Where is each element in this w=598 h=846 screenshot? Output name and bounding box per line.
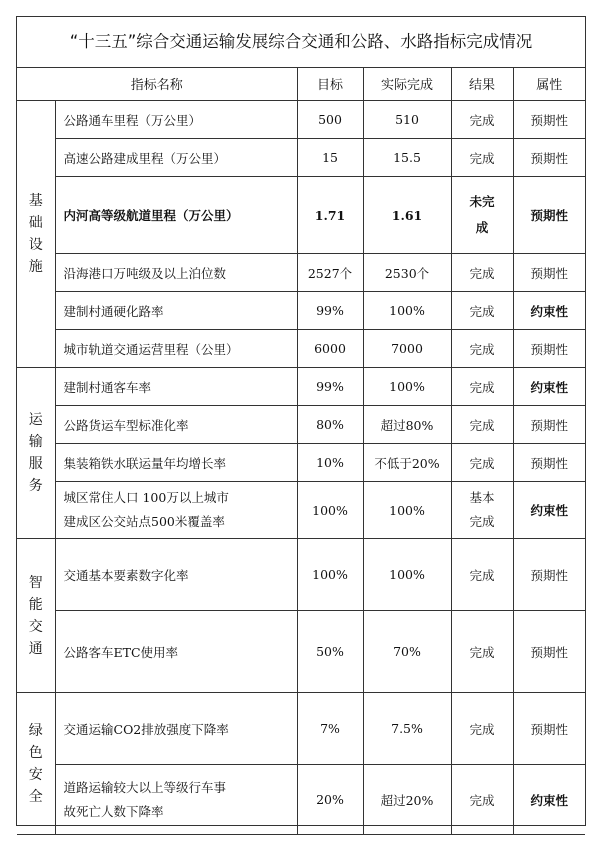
actual-value: 510 — [363, 101, 451, 139]
result-value: 完成 — [451, 139, 513, 177]
result-value: 基本 完成 — [451, 482, 513, 539]
table-row — [17, 444, 585, 482]
table-row — [17, 139, 585, 177]
indicator-name: 高速公路建成里程（万公里） — [55, 139, 297, 177]
target-value: 2527个 — [297, 254, 363, 292]
table-row — [17, 539, 585, 611]
result-value: 完成 — [451, 765, 513, 835]
indicator-name: 内河高等级航道里程（万公里） — [55, 177, 297, 254]
result-value: 完成 — [451, 539, 513, 611]
result-value: 完成 — [451, 254, 513, 292]
target-value: 100% — [297, 539, 363, 611]
attribute-value: 预期性 — [513, 139, 585, 177]
actual-value: 100% — [363, 292, 451, 330]
header-target: 目标 — [297, 67, 363, 101]
table-row — [17, 765, 585, 835]
indicator-name: 公路货运车型标准化率 — [55, 406, 297, 444]
table-row — [17, 368, 585, 406]
indicator-name: 公路通车里程（万公里） — [55, 101, 297, 139]
actual-value: 2530个 — [363, 254, 451, 292]
target-value: 99% — [297, 368, 363, 406]
attribute-value: 约束性 — [513, 368, 585, 406]
result-value: 完成 — [451, 444, 513, 482]
header-row — [17, 67, 585, 101]
actual-value: 100% — [363, 539, 451, 611]
header-actual: 实际完成 — [363, 67, 451, 101]
indicator-name: 集装箱铁水联运量年均增长率 — [55, 444, 297, 482]
table-row — [17, 330, 585, 368]
attribute-value: 预期性 — [513, 406, 585, 444]
attribute-value: 预期性 — [513, 101, 585, 139]
indicator-name: 交通运输CO2排放强度下降率 — [55, 693, 297, 765]
indicator-name: 城区常住人口 100万以上城市 建成区公交站点500米覆盖率 — [55, 482, 297, 539]
actual-value: 15.5 — [363, 139, 451, 177]
target-value: 99% — [297, 292, 363, 330]
table-row — [17, 611, 585, 693]
indicator-name: 公路客车ETC使用率 — [55, 611, 297, 693]
header-result: 结果 — [451, 67, 513, 101]
indicator-name: 交通基本要素数字化率 — [55, 539, 297, 611]
result-value: 未完 成 — [451, 177, 513, 254]
actual-value: 超过80% — [363, 406, 451, 444]
attribute-value: 约束性 — [513, 292, 585, 330]
actual-value: 7.5% — [363, 693, 451, 765]
indicator-name: 道路运输较大以上等级行车事 故死亡人数下降率 — [55, 765, 297, 835]
indicator-table-frame — [16, 16, 586, 826]
result-value: 完成 — [451, 406, 513, 444]
target-value: 20% — [297, 765, 363, 835]
header-name: 指标名称 — [17, 67, 297, 101]
attribute-value: 约束性 — [513, 765, 585, 835]
indicator-name: 沿海港口万吨级及以上泊位数 — [55, 254, 297, 292]
result-value: 完成 — [451, 292, 513, 330]
target-value: 80% — [297, 406, 363, 444]
table-row — [17, 177, 585, 254]
table-row — [17, 292, 585, 330]
header-attribute: 属性 — [513, 67, 585, 101]
target-value: 50% — [297, 611, 363, 693]
table-row — [17, 693, 585, 765]
result-value: 完成 — [451, 368, 513, 406]
table-row — [17, 406, 585, 444]
category-infrastructure: 基 础 设 施 — [17, 101, 55, 368]
attribute-value: 预期性 — [513, 330, 585, 368]
table-row — [17, 254, 585, 292]
table-title: “十三五”综合交通运输发展综合交通和公路、水路指标完成情况 — [17, 17, 585, 68]
target-value: 7% — [297, 693, 363, 765]
actual-value: 70% — [363, 611, 451, 693]
indicator-name: 建制村通客车率 — [55, 368, 297, 406]
attribute-value: 预期性 — [513, 444, 585, 482]
category-green-safety: 绿 色 安 全 — [17, 693, 55, 835]
actual-value: 100% — [363, 482, 451, 539]
attribute-value: 预期性 — [513, 177, 585, 254]
target-value: 100% — [297, 482, 363, 539]
result-value: 完成 — [451, 693, 513, 765]
table-row — [17, 101, 585, 139]
attribute-value: 预期性 — [513, 539, 585, 611]
category-smart-transport: 智 能 交 通 — [17, 539, 55, 693]
actual-value: 超过20% — [363, 765, 451, 835]
target-value: 1.71 — [297, 177, 363, 254]
indicator-table — [17, 67, 585, 835]
result-value: 完成 — [451, 101, 513, 139]
indicator-name: 建制村通硬化路率 — [55, 292, 297, 330]
attribute-value: 预期性 — [513, 254, 585, 292]
table-row — [17, 482, 585, 539]
target-value: 10% — [297, 444, 363, 482]
attribute-value: 预期性 — [513, 693, 585, 765]
actual-value: 100% — [363, 368, 451, 406]
actual-value: 7000 — [363, 330, 451, 368]
target-value: 500 — [297, 101, 363, 139]
attribute-value: 约束性 — [513, 482, 585, 539]
indicator-name: 城市轨道交通运营里程（公里） — [55, 330, 297, 368]
actual-value: 不低于20% — [363, 444, 451, 482]
attribute-value: 预期性 — [513, 611, 585, 693]
actual-value: 1.61 — [363, 177, 451, 254]
category-transport-service: 运 输 服 务 — [17, 368, 55, 539]
result-value: 完成 — [451, 330, 513, 368]
target-value: 6000 — [297, 330, 363, 368]
result-value: 完成 — [451, 611, 513, 693]
target-value: 15 — [297, 139, 363, 177]
